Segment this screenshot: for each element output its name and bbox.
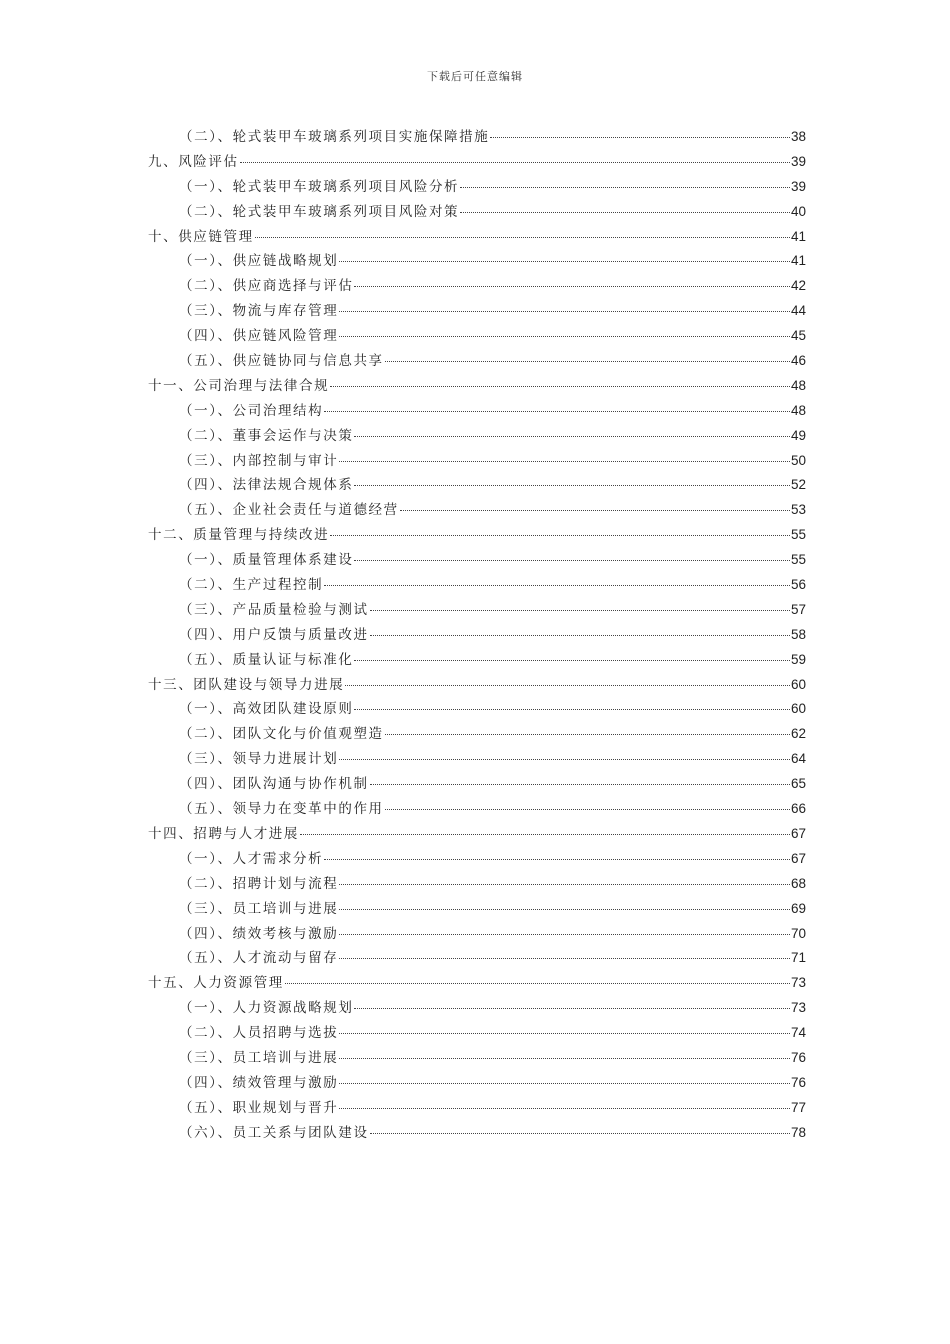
- toc-section-entry[interactable]: [148, 473, 806, 498]
- toc-dot-leader: [255, 237, 790, 238]
- toc-entry-title: （四）、绩效管理与激励: [179, 1074, 339, 1091]
- toc-entry-title: （五）、供应链协同与信息共享: [179, 353, 384, 370]
- toc-entry-title: （四）、供应链风险管理: [179, 328, 339, 345]
- toc-dot-leader: [339, 311, 790, 312]
- toc-dot-leader: [354, 485, 790, 486]
- toc-entry-title: （二）、人员招聘与选拔: [179, 1025, 339, 1042]
- toc-dot-leader: [330, 535, 790, 536]
- toc-dot-leader: [339, 1108, 790, 1109]
- toc-dot-leader: [385, 809, 790, 810]
- toc-page-number: 40: [790, 203, 806, 219]
- toc-entry-title: （四）、法律法规合规体系: [179, 477, 354, 494]
- toc-entry-title: （五）、质量认证与标准化: [179, 651, 354, 668]
- toc-page-number: 48: [790, 402, 806, 418]
- toc-page-number: 49: [790, 427, 806, 443]
- toc-entry-title: （三）、员工培训与进展: [179, 900, 339, 917]
- toc-section-entry[interactable]: [148, 1071, 806, 1096]
- toc-page-number: 41: [790, 253, 806, 269]
- toc-entry-title: （三）、产品质量检验与测试: [179, 601, 369, 618]
- toc-page-number: 55: [790, 527, 806, 543]
- toc-chapter-entry[interactable]: [148, 523, 806, 548]
- toc-page-number: 48: [790, 377, 806, 393]
- toc-entry-title: 十二、质量管理与持续改进: [148, 527, 330, 544]
- toc-page-number: 46: [790, 353, 806, 369]
- toc-page-number: 67: [790, 825, 806, 841]
- toc-page-number: 58: [790, 626, 806, 642]
- toc-section-entry[interactable]: [148, 1021, 806, 1046]
- toc-page-number: 38: [790, 129, 806, 144]
- toc-dot-leader: [370, 784, 790, 785]
- toc-page-number: 53: [790, 502, 806, 518]
- toc-dot-leader: [385, 361, 790, 362]
- toc-section-entry[interactable]: [148, 797, 806, 822]
- toc-page-number: 60: [790, 701, 806, 717]
- toc-entry-title: （一）、人力资源战略规划: [179, 1000, 354, 1017]
- toc-page-number: 39: [790, 153, 806, 169]
- toc-dot-leader: [324, 585, 790, 586]
- toc-section-entry[interactable]: [148, 897, 806, 922]
- toc-dot-leader: [330, 386, 790, 387]
- toc-entry-title: （二）、董事会运作与决策: [179, 427, 354, 444]
- toc-dot-leader: [354, 560, 790, 561]
- toc-section-entry[interactable]: [148, 847, 806, 872]
- toc-page-number: 68: [790, 875, 806, 891]
- toc-page-number: 67: [790, 850, 806, 866]
- toc-section-entry[interactable]: [148, 1046, 806, 1071]
- toc-dot-leader: [339, 1033, 790, 1034]
- toc-section-entry[interactable]: [148, 598, 806, 623]
- toc-entry-title: （一）、质量管理体系建设: [179, 552, 354, 569]
- toc-page-number: 39: [790, 178, 806, 194]
- toc-page-number: 76: [790, 1074, 806, 1090]
- toc-chapter-entry[interactable]: [148, 822, 806, 847]
- toc-entry-title: 十一、公司治理与法律合规: [148, 377, 330, 394]
- toc-section-entry[interactable]: [148, 548, 806, 573]
- toc-section-entry[interactable]: [148, 498, 806, 523]
- toc-page-number: 50: [790, 452, 806, 468]
- toc-section-entry[interactable]: [148, 1121, 806, 1146]
- toc-entry-title: （二）、招聘计划与流程: [179, 875, 339, 892]
- toc-dot-leader: [370, 635, 790, 636]
- toc-page-number: 76: [790, 1049, 806, 1065]
- toc-entry-title: 十三、团队建设与领导力进展: [148, 676, 345, 693]
- toc-entry-title: （四）、绩效考核与激励: [179, 925, 339, 942]
- toc-section-entry[interactable]: [148, 872, 806, 897]
- toc-dot-leader: [324, 859, 790, 860]
- toc-entry-title: 九、风险评估: [148, 153, 239, 170]
- toc-entry-title: （三）、员工培训与进展: [179, 1049, 339, 1066]
- toc-dot-leader: [339, 884, 790, 885]
- toc-page-number: 77: [790, 1099, 806, 1115]
- toc-dot-leader: [339, 934, 790, 935]
- toc-entry-title: （三）、物流与库存管理: [179, 303, 339, 320]
- toc-page-number: 66: [790, 801, 806, 817]
- toc-chapter-entry[interactable]: [148, 225, 806, 250]
- toc-dot-leader: [339, 261, 790, 262]
- toc-dot-leader: [285, 983, 790, 984]
- toc-section-entry[interactable]: [148, 1096, 806, 1121]
- toc-page-number: 52: [790, 477, 806, 493]
- toc-entry-title: （六）、员工关系与团队建设: [179, 1124, 369, 1141]
- toc-dot-leader: [354, 436, 790, 437]
- toc-dot-leader: [339, 1058, 790, 1059]
- toc-page-number: 70: [790, 925, 806, 941]
- toc-chapter-entry[interactable]: [148, 673, 806, 698]
- toc-page-number: 55: [790, 552, 806, 568]
- toc-page-number: 41: [790, 228, 806, 244]
- toc-section-entry[interactable]: [148, 175, 806, 200]
- toc-chapter-entry[interactable]: [148, 150, 806, 175]
- toc-page-number: 45: [790, 328, 806, 344]
- toc-entry-title: （四）、团队沟通与协作机制: [179, 776, 369, 793]
- toc-section-entry[interactable]: [148, 648, 806, 673]
- toc-entry-title: （五）、人才流动与留存: [179, 950, 339, 967]
- toc-section-entry[interactable]: [148, 573, 806, 598]
- toc-section-entry[interactable]: [148, 424, 806, 449]
- toc-entry-title: 十五、人力资源管理: [148, 975, 284, 992]
- toc-entry-title: 十四、招聘与人才进展: [148, 825, 299, 842]
- toc-entry-title: （五）、职业规划与晋升: [179, 1099, 339, 1116]
- toc-dot-leader: [354, 709, 790, 710]
- toc-dot-leader: [354, 660, 790, 661]
- toc-dot-leader: [324, 411, 790, 412]
- toc-entry-title: （二）、轮式装甲车玻璃系列项目实施保障措施: [179, 129, 490, 145]
- toc-section-entry[interactable]: [148, 125, 806, 150]
- toc-dot-leader: [240, 162, 790, 163]
- toc-section-entry[interactable]: [148, 349, 806, 374]
- toc-page-number: 69: [790, 900, 806, 916]
- toc-entry-title: （二）、团队文化与价值观塑造: [179, 726, 384, 743]
- toc-entry-title: （一）、公司治理结构: [179, 402, 324, 419]
- toc-dot-leader: [370, 610, 790, 611]
- page-header: 下载后可任意编辑: [427, 70, 523, 83]
- toc-dot-leader: [354, 1008, 790, 1009]
- table-of-contents: [148, 125, 806, 1146]
- toc-dot-leader: [300, 834, 790, 835]
- toc-page-number: 74: [790, 1025, 806, 1041]
- toc-dot-leader: [339, 1083, 790, 1084]
- toc-page-number: 71: [790, 950, 806, 966]
- toc-entry-title: （一）、人才需求分析: [179, 850, 324, 867]
- toc-entry-title: （一）、供应链战略规划: [179, 253, 339, 270]
- toc-page-number: 59: [790, 651, 806, 667]
- toc-entry-title: （五）、企业社会责任与道德经营: [179, 502, 399, 519]
- toc-chapter-entry[interactable]: [148, 971, 806, 996]
- toc-page-number: 73: [790, 975, 806, 991]
- toc-dot-leader: [400, 510, 790, 511]
- toc-section-entry[interactable]: [148, 697, 806, 722]
- toc-dot-leader: [460, 187, 790, 188]
- toc-dot-leader: [490, 137, 790, 138]
- toc-entry-title: （二）、轮式装甲车玻璃系列项目风险对策: [179, 203, 460, 220]
- toc-page-number: 44: [790, 303, 806, 319]
- toc-page-number: 73: [790, 1000, 806, 1016]
- toc-entry-title: （二）、生产过程控制: [179, 577, 324, 594]
- toc-entry-title: （三）、内部控制与审计: [179, 452, 339, 469]
- toc-page-number: 60: [790, 676, 806, 692]
- toc-section-entry[interactable]: [148, 722, 806, 747]
- toc-section-entry[interactable]: [148, 249, 806, 274]
- toc-dot-leader: [339, 759, 790, 760]
- toc-section-entry[interactable]: [148, 449, 806, 474]
- toc-entry-title: （二）、供应商选择与评估: [179, 278, 354, 295]
- toc-dot-leader: [370, 1133, 790, 1134]
- toc-dot-leader: [354, 286, 790, 287]
- toc-page-number: 56: [790, 577, 806, 593]
- toc-section-entry[interactable]: [148, 747, 806, 772]
- toc-entry-title: （三）、领导力进展计划: [179, 751, 339, 768]
- toc-entry-title: （四）、用户反馈与质量改进: [179, 626, 369, 643]
- toc-page-number: 62: [790, 726, 806, 742]
- toc-dot-leader: [339, 958, 790, 959]
- toc-entry-title: （一）、高效团队建设原则: [179, 701, 354, 718]
- toc-section-entry[interactable]: [148, 399, 806, 424]
- toc-section-entry[interactable]: [148, 274, 806, 299]
- toc-section-entry[interactable]: [148, 623, 806, 648]
- toc-section-entry[interactable]: [148, 299, 806, 324]
- toc-section-entry[interactable]: [148, 922, 806, 947]
- toc-dot-leader: [339, 461, 790, 462]
- toc-entry-title: 十、供应链管理: [148, 228, 254, 245]
- toc-dot-leader: [339, 336, 790, 337]
- toc-section-entry[interactable]: [148, 324, 806, 349]
- toc-dot-leader: [385, 734, 790, 735]
- toc-page-number: 64: [790, 751, 806, 767]
- toc-page-number: 78: [790, 1124, 806, 1140]
- toc-section-entry[interactable]: [148, 946, 806, 971]
- toc-section-entry[interactable]: [148, 772, 806, 797]
- toc-entry-title: （一）、轮式装甲车玻璃系列项目风险分析: [179, 178, 460, 195]
- toc-chapter-entry[interactable]: [148, 374, 806, 399]
- toc-entry-title: （五）、领导力在变革中的作用: [179, 801, 384, 818]
- toc-section-entry[interactable]: [148, 200, 806, 225]
- toc-page-number: 42: [790, 278, 806, 294]
- toc-dot-leader: [460, 212, 790, 213]
- toc-page-number: 65: [790, 776, 806, 792]
- toc-dot-leader: [339, 909, 790, 910]
- toc-page-number: 57: [790, 601, 806, 617]
- toc-section-entry[interactable]: [148, 996, 806, 1021]
- toc-dot-leader: [345, 685, 790, 686]
